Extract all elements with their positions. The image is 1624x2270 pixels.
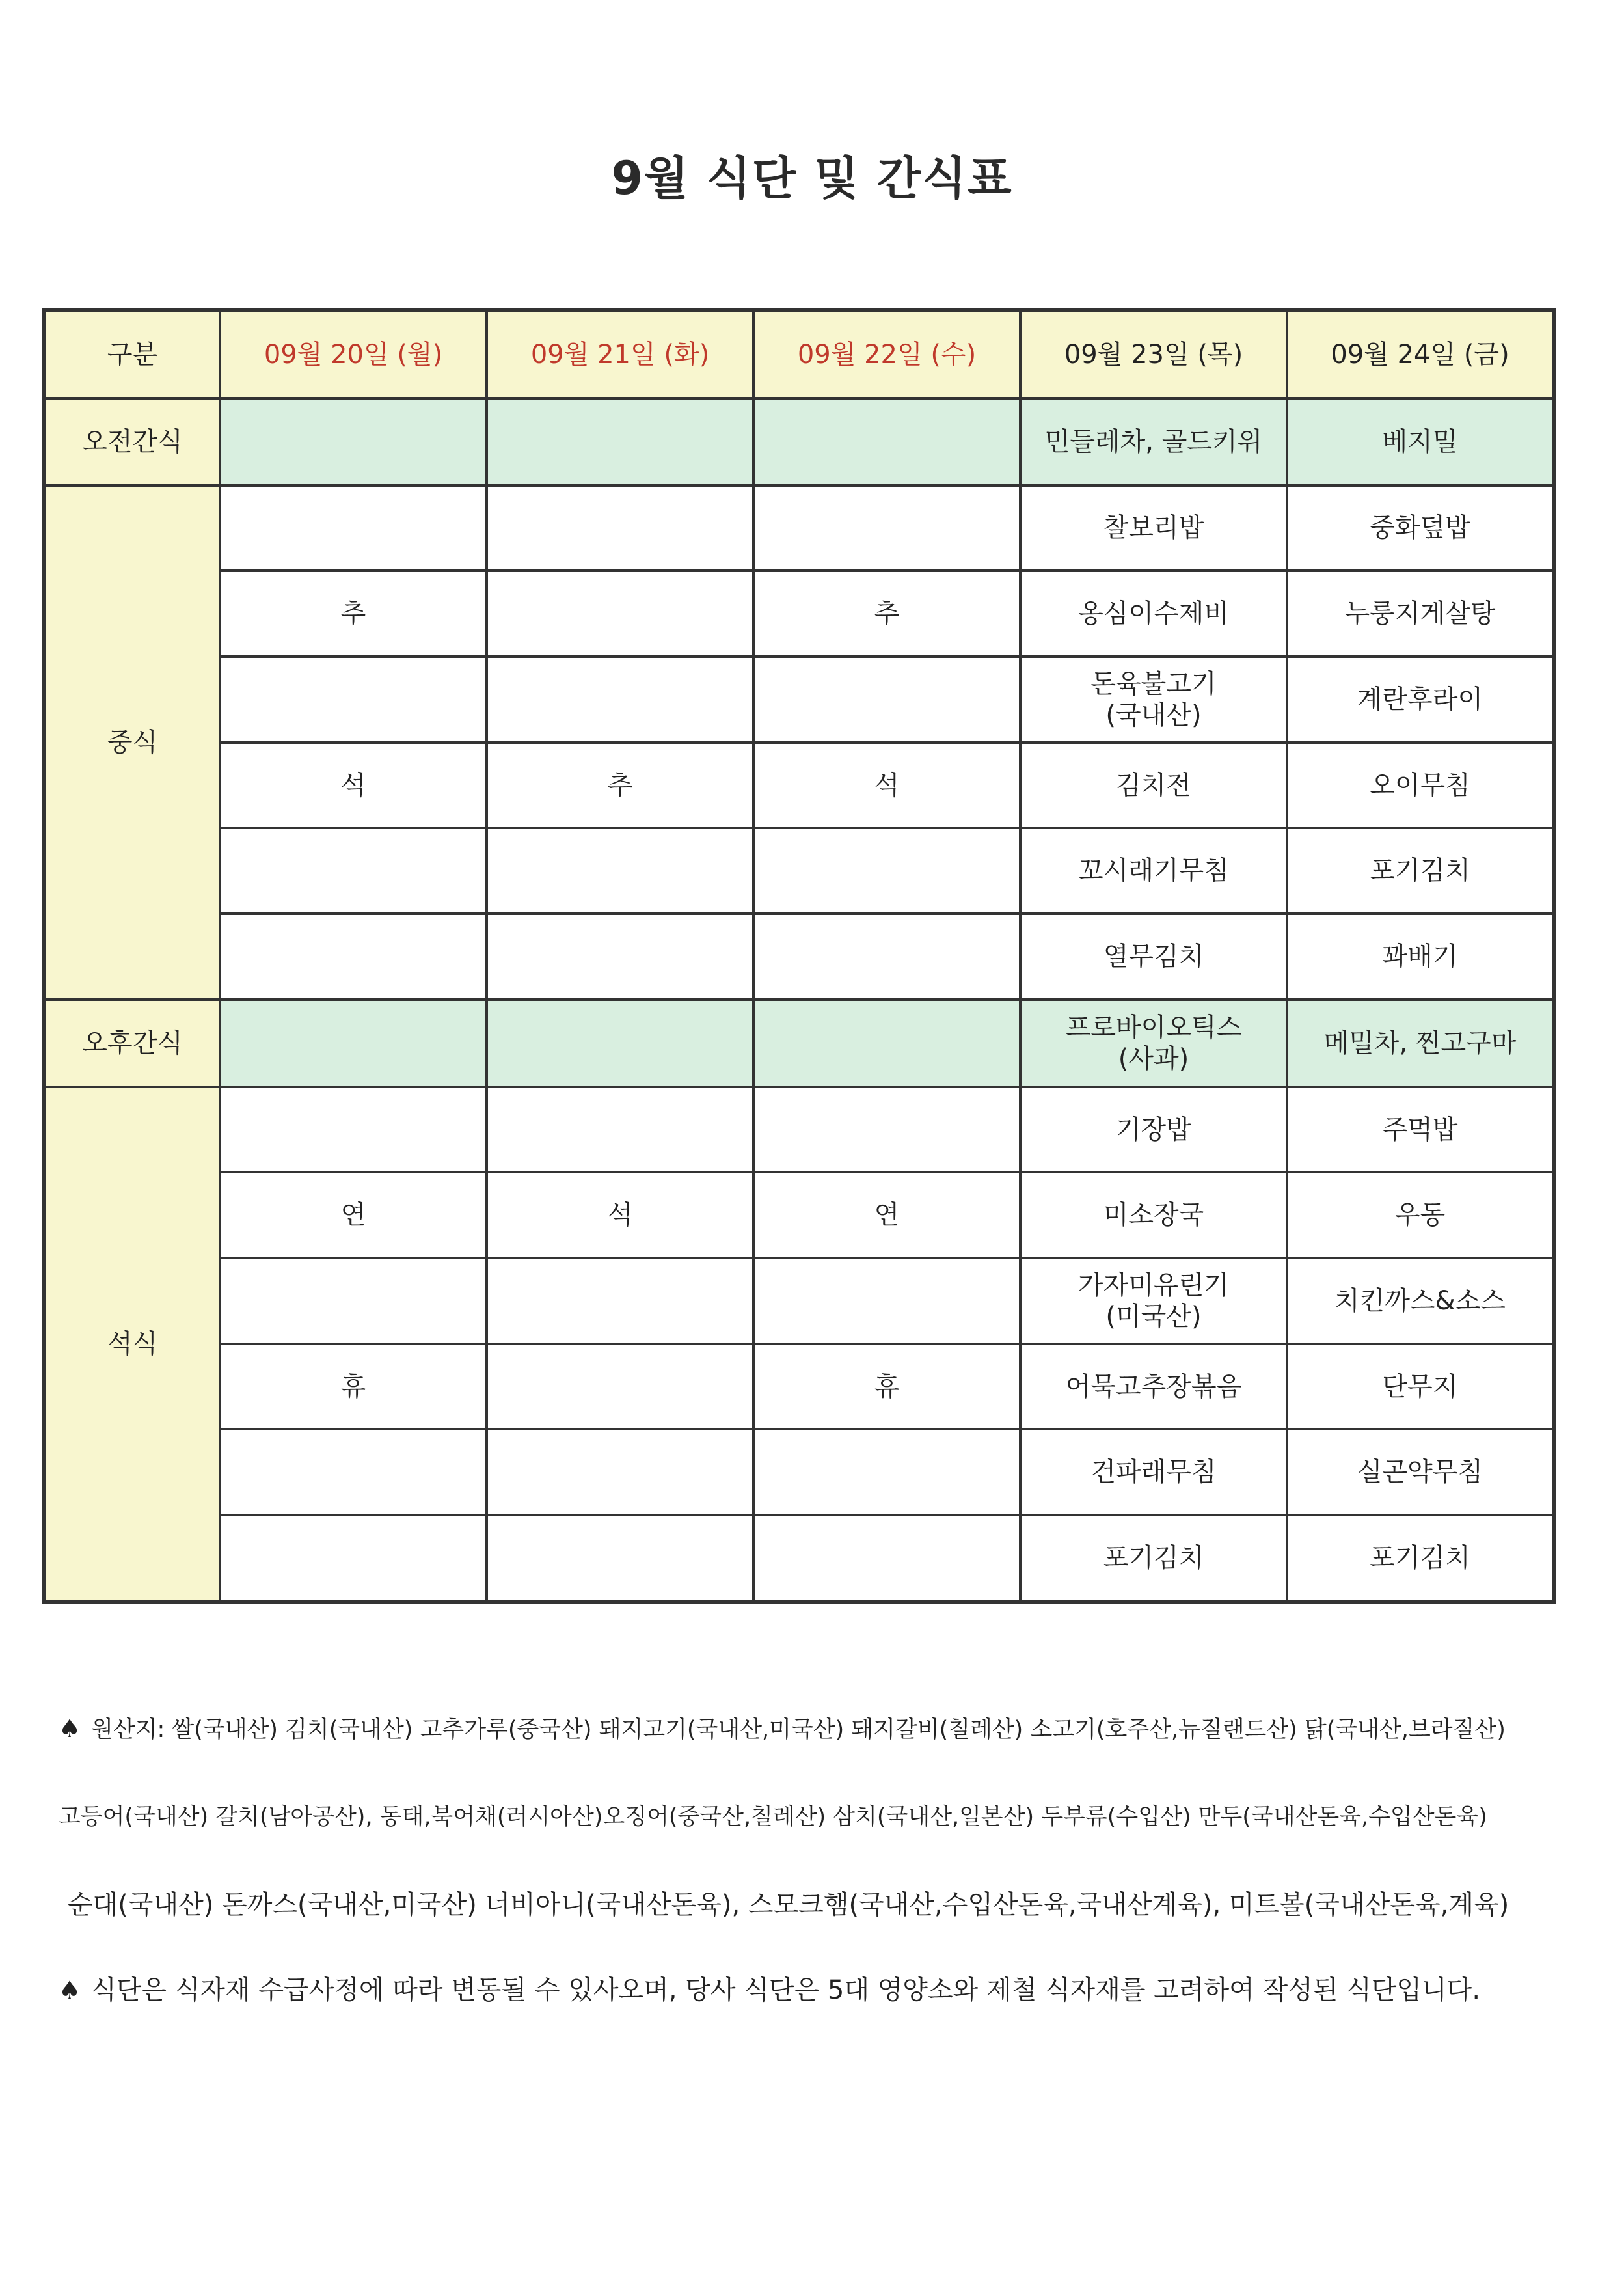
holiday-char: 석 bbox=[220, 743, 487, 828]
lunch-row bbox=[44, 743, 1554, 828]
dinner-thu-item: 기장밥 bbox=[1020, 1087, 1287, 1173]
dinner-thu-item: 건파래무침 bbox=[1020, 1429, 1287, 1515]
page-title: 9월 식단 및 간식표 bbox=[611, 152, 1013, 205]
dinner-fri-item: 단무지 bbox=[1287, 1344, 1554, 1430]
spade-icon: ♠ bbox=[59, 1976, 81, 2004]
afternoon-snack-tue bbox=[487, 1000, 753, 1087]
header-day-fri: 09월 24일 (금) bbox=[1287, 310, 1554, 398]
holiday-char: 석 bbox=[753, 743, 1020, 828]
empty-cell bbox=[753, 657, 1020, 743]
header-day-tue: 09월 21일 (화) bbox=[487, 310, 753, 398]
dinner-row bbox=[44, 1172, 1554, 1258]
header-day-wed: 09월 22일 (수) bbox=[753, 310, 1020, 398]
lunch-fri-item: 중화덮밥 bbox=[1287, 485, 1554, 571]
dinner-fri-item: 포기김치 bbox=[1287, 1515, 1554, 1602]
afternoon-snack-label: 오후간식 bbox=[44, 1000, 220, 1087]
holiday-char: 휴 bbox=[220, 1344, 487, 1430]
afternoon-snack-mon bbox=[220, 1000, 487, 1087]
holiday-char: 석 bbox=[487, 1172, 753, 1258]
empty-cell bbox=[753, 1258, 1020, 1344]
dinner-row bbox=[44, 1258, 1554, 1344]
header-category: 구분 bbox=[44, 310, 220, 398]
dinner-fri-item: 치킨까스&소스 bbox=[1287, 1258, 1554, 1344]
lunch-row bbox=[44, 914, 1554, 1000]
dinner-label: 석식 bbox=[44, 1087, 220, 1602]
lunch-row bbox=[44, 485, 1554, 571]
header-row bbox=[44, 310, 1554, 398]
spade-icon: ♠ bbox=[59, 1714, 81, 1743]
afternoon-snack-row bbox=[44, 1000, 1554, 1087]
note-origin-line-1 bbox=[59, 1712, 1506, 1744]
note-disclaimer bbox=[59, 1969, 1480, 2006]
lunch-thu-item: 옹심이수제비 bbox=[1020, 571, 1287, 657]
lunch-thu-item: 돈육불고기 (국내산) bbox=[1020, 657, 1287, 743]
morning-snack-tue bbox=[487, 398, 753, 485]
lunch-fri-item: 꽈배기 bbox=[1287, 914, 1554, 1000]
lunch-fri-item: 계란후라이 bbox=[1287, 657, 1554, 743]
dinner-row bbox=[44, 1515, 1554, 1602]
empty-cell bbox=[487, 485, 753, 571]
dinner-thu-item: 미소장국 bbox=[1020, 1172, 1287, 1258]
morning-snack-mon bbox=[220, 398, 487, 485]
dinner-row bbox=[44, 1429, 1554, 1515]
lunch-fri-item: 누룽지게살탕 bbox=[1287, 571, 1554, 657]
morning-snack-wed bbox=[753, 398, 1020, 485]
dinner-thu-item: 포기김치 bbox=[1020, 1515, 1287, 1602]
empty-cell bbox=[487, 1344, 753, 1430]
lunch-thu-item: 꼬시래기무침 bbox=[1020, 828, 1287, 914]
holiday-char: 연 bbox=[753, 1172, 1020, 1258]
dinner-fri-item: 우동 bbox=[1287, 1172, 1554, 1258]
empty-cell bbox=[487, 1087, 753, 1173]
dinner-fri-item: 실곤약무침 bbox=[1287, 1429, 1554, 1515]
empty-cell bbox=[753, 1087, 1020, 1173]
holiday-char: 추 bbox=[220, 571, 487, 657]
afternoon-snack-thu: 프로바이오틱스 (사과) bbox=[1020, 1000, 1287, 1087]
empty-cell bbox=[487, 657, 753, 743]
afternoon-snack-fri: 메밀차, 찐고구마 bbox=[1287, 1000, 1554, 1087]
lunch-row bbox=[44, 657, 1554, 743]
lunch-row bbox=[44, 571, 1554, 657]
lunch-row bbox=[44, 828, 1554, 914]
holiday-char: 휴 bbox=[753, 1344, 1020, 1430]
empty-cell bbox=[487, 914, 753, 1000]
morning-snack-fri: 베지밀 bbox=[1287, 398, 1554, 485]
dinner-thu-item: 어묵고추장볶음 bbox=[1020, 1344, 1287, 1430]
empty-cell bbox=[220, 914, 487, 1000]
morning-snack-thu: 민들레차, 골드키위 bbox=[1020, 398, 1287, 485]
lunch-thu-item: 열무김치 bbox=[1020, 914, 1287, 1000]
empty-cell bbox=[487, 1258, 753, 1344]
afternoon-snack-wed bbox=[753, 1000, 1020, 1087]
lunch-thu-item: 김치전 bbox=[1020, 743, 1287, 828]
dinner-fri-item: 주먹밥 bbox=[1287, 1087, 1554, 1173]
empty-cell bbox=[220, 828, 487, 914]
empty-cell bbox=[220, 1087, 487, 1173]
holiday-char: 추 bbox=[487, 743, 753, 828]
lunch-fri-item: 포기김치 bbox=[1287, 828, 1554, 914]
empty-cell bbox=[753, 914, 1020, 1000]
meal-table bbox=[42, 308, 1556, 1604]
empty-cell bbox=[487, 1515, 753, 1602]
empty-cell bbox=[487, 1429, 753, 1515]
dinner-row bbox=[44, 1087, 1554, 1173]
empty-cell bbox=[487, 571, 753, 657]
empty-cell bbox=[220, 657, 487, 743]
note-origin-line-3: 순대(국내산) 돈까스(국내산,미국산) 너비아니(국내산돈육), 스모크햄(국내산,수입산돈육,국내산계육), 미트볼(국내산돈육,계육) bbox=[68, 1890, 1509, 1920]
note-text: 원산지: 쌀(국내산) 김치(국내산) 고추가루(중국산) 돼지고기(국내산,미국산) 돼지갈비(칠레산) 소고기(호주산,뉴질랜드산) 닭(국내산,브라질산) bbox=[91, 1717, 1506, 1743]
header-day-mon: 09월 20일 (월) bbox=[220, 310, 487, 398]
empty-cell bbox=[753, 1515, 1020, 1602]
dinner-row bbox=[44, 1344, 1554, 1430]
lunch-fri-item: 오이무침 bbox=[1287, 743, 1554, 828]
holiday-char: 추 bbox=[753, 571, 1020, 657]
dinner-thu-item: 가자미유린기 (미국산) bbox=[1020, 1258, 1287, 1344]
lunch-label: 중식 bbox=[44, 485, 220, 1000]
empty-cell bbox=[220, 1258, 487, 1344]
empty-cell bbox=[220, 1515, 487, 1602]
empty-cell bbox=[753, 1429, 1020, 1515]
lunch-thu-item: 찰보리밥 bbox=[1020, 485, 1287, 571]
morning-snack-label: 오전간식 bbox=[44, 398, 220, 485]
empty-cell bbox=[753, 485, 1020, 571]
header-day-thu: 09월 23일 (목) bbox=[1020, 310, 1287, 398]
note-text: 식단은 식자재 수급사정에 따라 변동될 수 있사오며, 당사 식단은 5대 영양소와 제철 식자재를 고려하여 작성된 식단입니다. bbox=[91, 1975, 1481, 2005]
empty-cell bbox=[753, 828, 1020, 914]
note-origin-line-2: 고등어(국내산) 갈치(남아공산), 동태,북어채(러시아산)오징어(중국산,칠레산) 삼치(국내산,일본산) 두부류(수입산) 만두(국내산돈육,수입산돈육) bbox=[59, 1804, 1487, 1830]
empty-cell bbox=[220, 485, 487, 571]
empty-cell bbox=[220, 1429, 487, 1515]
empty-cell bbox=[487, 828, 753, 914]
holiday-char: 연 bbox=[220, 1172, 487, 1258]
morning-snack-row bbox=[44, 398, 1554, 485]
